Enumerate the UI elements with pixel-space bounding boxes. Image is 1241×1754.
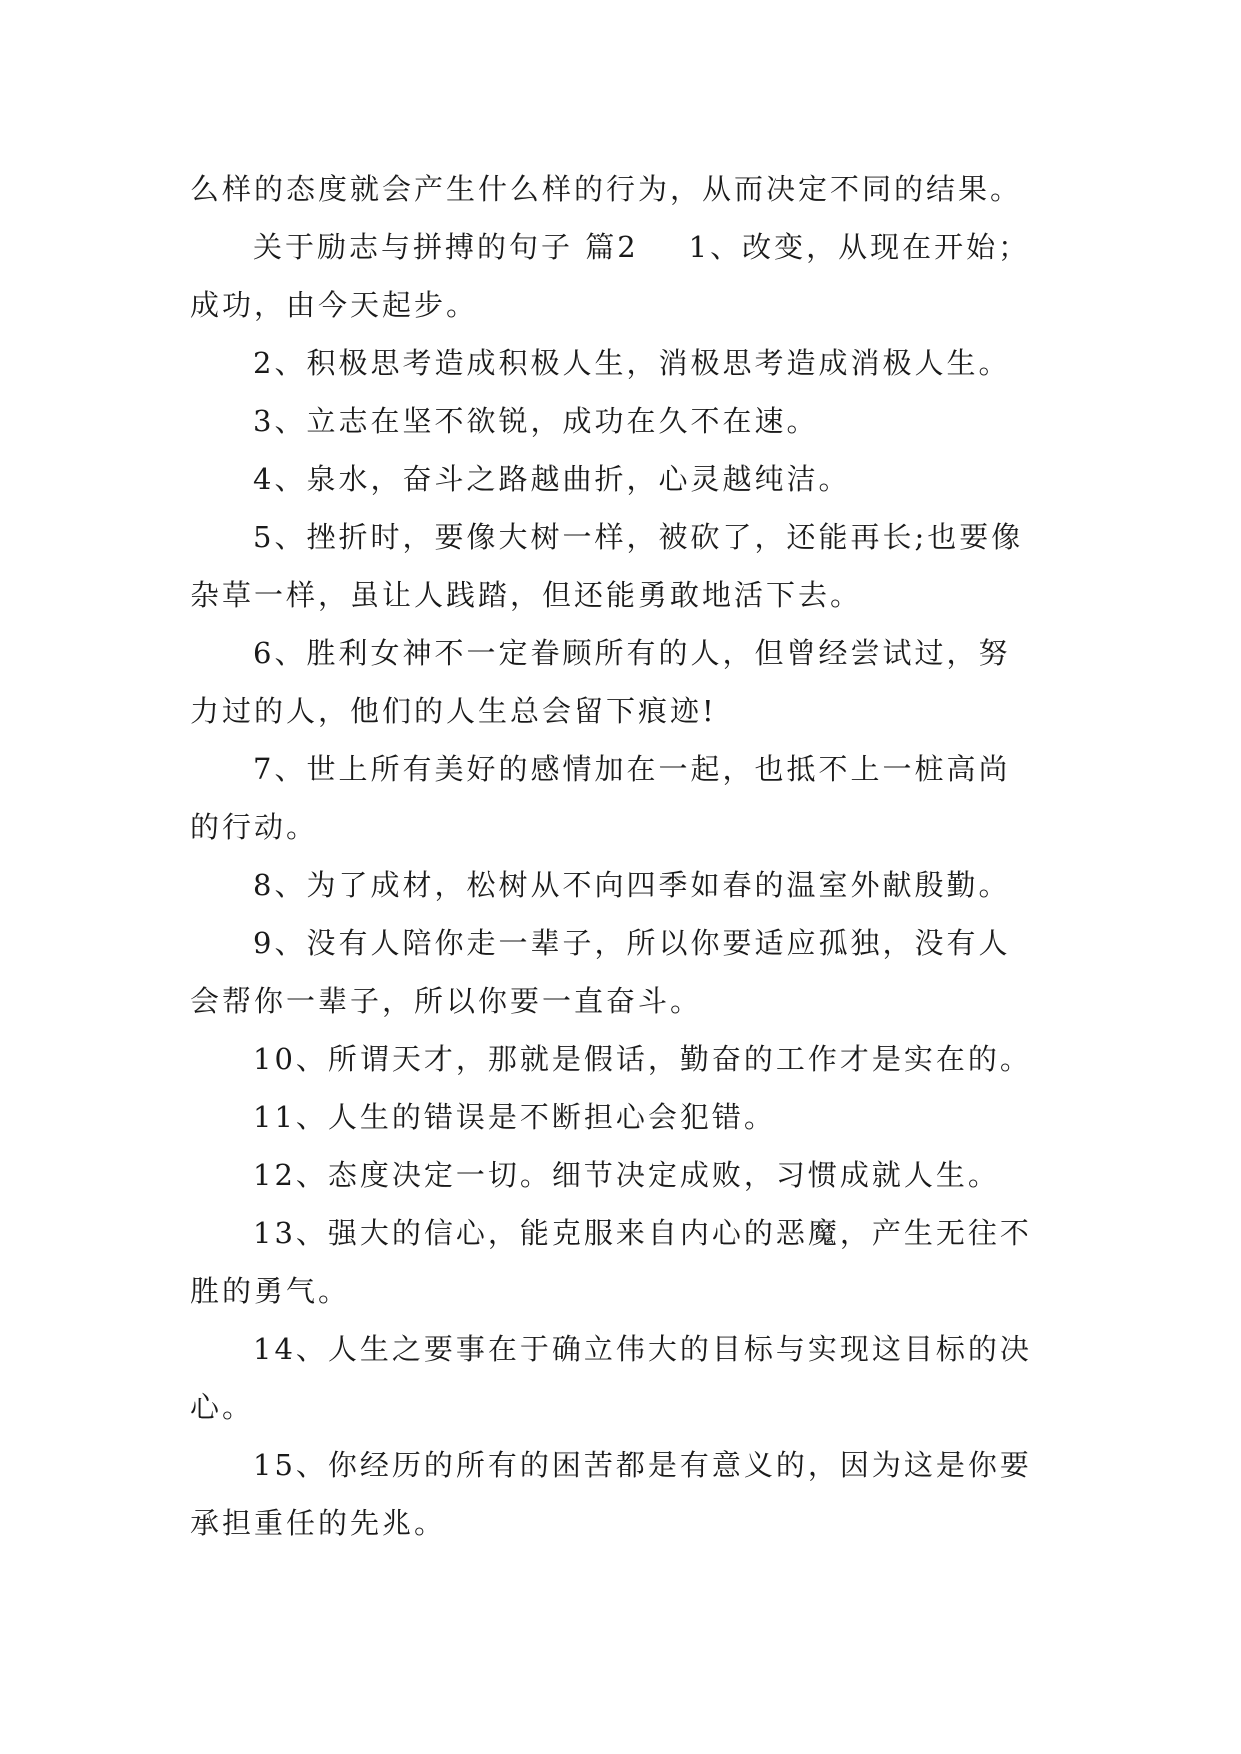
item-13-rest: 胜的勇气。 [190,1274,351,1308]
item-11-first: 11、人生的错误是不断担心会犯错。 [253,1100,776,1134]
item-10-line [190,1030,1065,1088]
item-2-first: 2、积极思考造成积极人生，消极思考造成消极人生。 [253,346,1011,380]
item-4-first: 4、泉水，奋斗之路越曲折，心灵越纯洁。 [253,462,851,496]
item-9-first: 9、没有人陪你走一辈子，所以你要适应孤独，没有人 [253,926,1011,960]
item-5-line [190,508,1065,566]
section-heading: 关于励志与拼搏的句子 篇2 [253,230,639,264]
item-14-continuation-line [190,1378,1065,1436]
item-1-rest: 成功，由今天起步。 [190,288,479,322]
item-9-line [190,914,1065,972]
item-13-continuation-line [190,1262,1065,1320]
item-15-continuation-line [190,1494,1065,1552]
item-10-first: 10、所谓天才，那就是假话，勤奋的工作才是实在的。 [253,1042,1032,1076]
item-13-line [190,1204,1065,1262]
item-4-line [190,450,1065,508]
section-heading-line [190,218,1065,276]
continuation-text: 么样的态度就会产生什么样的行为，从而决定不同的结果。 [190,172,1023,206]
item-8-line [190,856,1065,914]
item-1-first: 1、改变，从现在开始； [688,230,1031,264]
item-15-rest: 承担重任的先兆。 [190,1506,447,1540]
continuation-line [190,160,1065,218]
item-9-continuation-line [190,972,1065,1030]
item-12-first: 12、态度决定一切。细节决定成败，习惯成就人生。 [253,1158,1000,1192]
item-8-first: 8、为了成材，松树从不向四季如春的温室外献殷勤。 [253,868,1011,902]
item-15-first: 15、你经历的所有的困苦都是有意义的，因为这是你要 [253,1448,1032,1482]
item-7-line [190,740,1065,798]
item-3-line [190,392,1065,450]
item-7-rest: 的行动。 [190,810,319,844]
item-6-line [190,624,1065,682]
item-2-line [190,334,1065,392]
item-3-first: 3、立志在坚不欲锐，成功在久不在速。 [253,404,819,438]
item-14-rest: 心。 [190,1390,255,1424]
item-12-line [190,1146,1065,1204]
item-6-continuation-line [190,682,1065,740]
item-11-line [190,1088,1065,1146]
item-15-line [190,1436,1065,1494]
item-7-continuation-line [190,798,1065,856]
item-1-continuation-line [190,276,1065,334]
item-13-first: 13、强大的信心，能克服来自内心的恶魔，产生无往不 [253,1216,1032,1250]
item-6-rest: 力过的人，他们的人生总会留下痕迹! [190,694,717,728]
item-5-rest: 杂草一样，虽让人践踏，但还能勇敢地活下去。 [190,578,863,612]
item-7-first: 7、世上所有美好的感情加在一起，也抵不上一桩高尚 [253,752,1011,786]
item-5-continuation-line [190,566,1065,624]
item-5-first: 5、挫折时，要像大树一样，被砍了，还能再长;也要像 [253,520,1024,554]
item-6-first: 6、胜利女神不一定眷顾所有的人，但曾经尝试过，努 [253,636,1011,670]
item-14-line [190,1320,1065,1378]
item-14-first: 14、人生之要事在于确立伟大的目标与实现这目标的决 [253,1332,1032,1366]
item-9-rest: 会帮你一辈子，所以你要一直奋斗。 [190,984,703,1018]
document-body [190,160,1065,1552]
